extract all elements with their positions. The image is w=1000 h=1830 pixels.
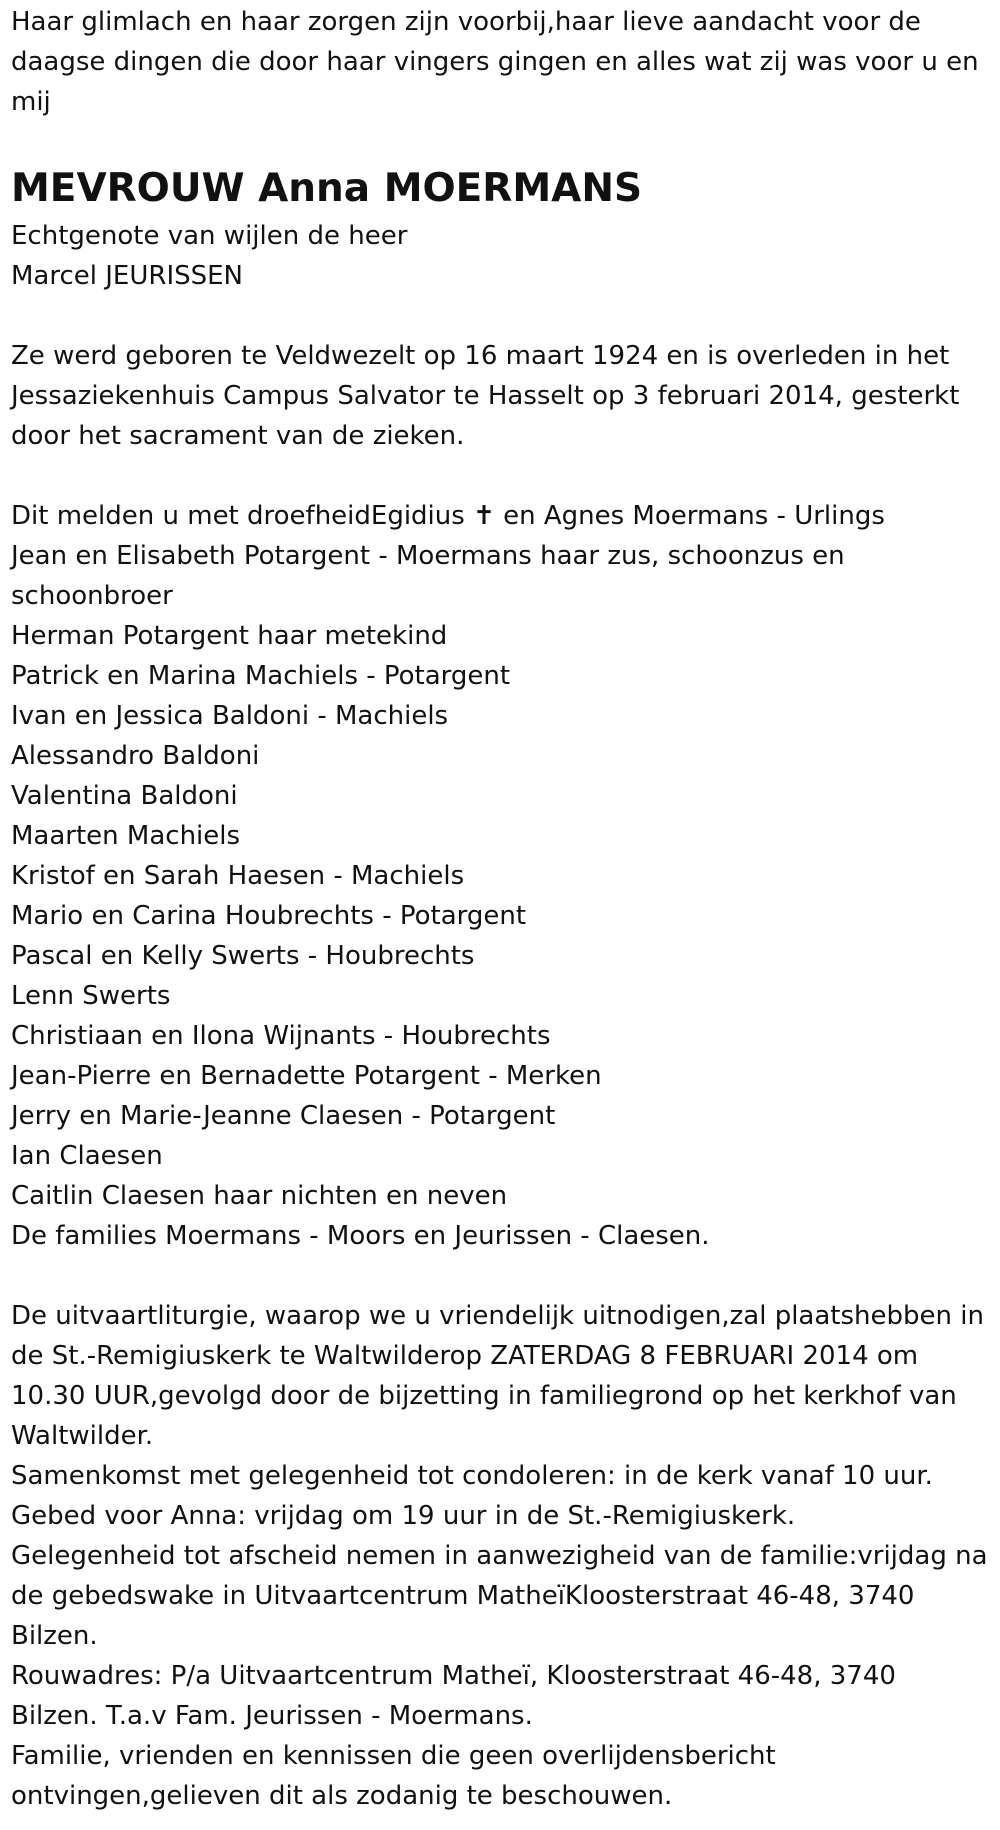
relation-block	[11, 216, 990, 296]
mourner-line: Maarten Machiels	[11, 821, 241, 851]
closing-note: Familie, vrienden en kennissen die geen overlijdensbericht ontvingen,gelieven dit als zodanig te beschouwen.	[11, 1741, 776, 1811]
mourner-line: Ivan en Jessica Baldoni - Machiels	[11, 701, 449, 731]
prayer-info: Gebed voor Anna: vrijdag om 19 uur in de St.-Remigiuskerk.	[11, 1501, 796, 1531]
mourner-line: Caitlin Claesen haar nichten en neven	[11, 1181, 508, 1211]
spouse-name: Marcel JEURISSEN	[11, 261, 244, 291]
deceased-name: MEVROUW Anna MOERMANS	[11, 166, 643, 211]
mourner-line: Alessandro Baldoni	[11, 741, 260, 771]
funeral-details	[11, 1296, 990, 1816]
mourner-line: Mario en Carina Houbrechts - Potargent	[11, 901, 527, 931]
mourner-line: Valentina Baldoni	[11, 781, 238, 811]
mourner-line: Jean-Pierre en Bernadette Potargent - Merken	[11, 1061, 602, 1091]
mourner-line: Dit melden u met droefheidEgidius ✝ en Agnes Moermans - Urlings	[11, 501, 885, 531]
mourner-line: Christiaan en Ilona Wijnants - Houbrechts	[11, 1021, 551, 1051]
mourning-address: Rouwadres: P/a Uitvaartcentrum Matheï, Kloosterstraat 46-48, 3740 Bilzen. T.a.v Fam. Jeurissen - Moermans.	[11, 1661, 896, 1731]
relation-line: Echtgenote van wijlen de heer	[11, 221, 408, 251]
mourner-line: Ian Claesen	[11, 1141, 163, 1171]
condolence-info: Samenkomst met gelegenheid tot condoleren: in de kerk vanaf 10 uur.	[11, 1461, 933, 1491]
farewell-info: Gelegenheid tot afscheid nemen in aanwezigheid van de familie:vrijdag na de gebedswake in Uitvaartcentrum MatheïKloosterstraat 46-48, 3740 Bilzen.	[11, 1541, 988, 1651]
mourner-line: Patrick en Marina Machiels - Potargent	[11, 661, 511, 691]
funeral-liturgy: De uitvaartliturgie, waarop we u vriendelijk uitnodigen,zal plaatshebben in de St.-Remigiuskerk te Waltwilderop ZATERDAG 8 FEBRUARI 2014 om 10.30 UUR,gevolgd door de bijzetting in familiegrond op het kerkhof van Waltwilder.	[11, 1301, 984, 1451]
mourner-line: Jean en Elisabeth Potargent - Moermans haar zus, schoonzus en schoonbroer	[11, 541, 845, 611]
mourner-line: Herman Potargent haar metekind	[11, 621, 448, 651]
intro-poem: Haar glimlach en haar zorgen zijn voorbij,haar lieve aandacht voor de daagse dingen die door haar vingers gingen en alles wat zij was voor u en mij	[11, 7, 979, 117]
mourner-line: Kristof en Sarah Haesen - Machiels	[11, 861, 465, 891]
mourners-list	[11, 496, 990, 1256]
mourner-line: Jerry en Marie-Jeanne Claesen - Potargent	[11, 1101, 556, 1131]
mourner-line: Lenn Swerts	[11, 981, 171, 1011]
mourner-line: De families Moermans - Moors en Jeurissen - Claesen.	[11, 1221, 710, 1251]
mourner-line: Pascal en Kelly Swerts - Houbrechts	[11, 941, 475, 971]
birth-death-text: Ze werd geboren te Veldwezelt op 16 maart 1924 en is overleden in het Jessaziekenhuis Campus Salvator te Hasselt op 3 februari 2014, gesterkt door het sacrament van de zieken.	[11, 341, 960, 451]
